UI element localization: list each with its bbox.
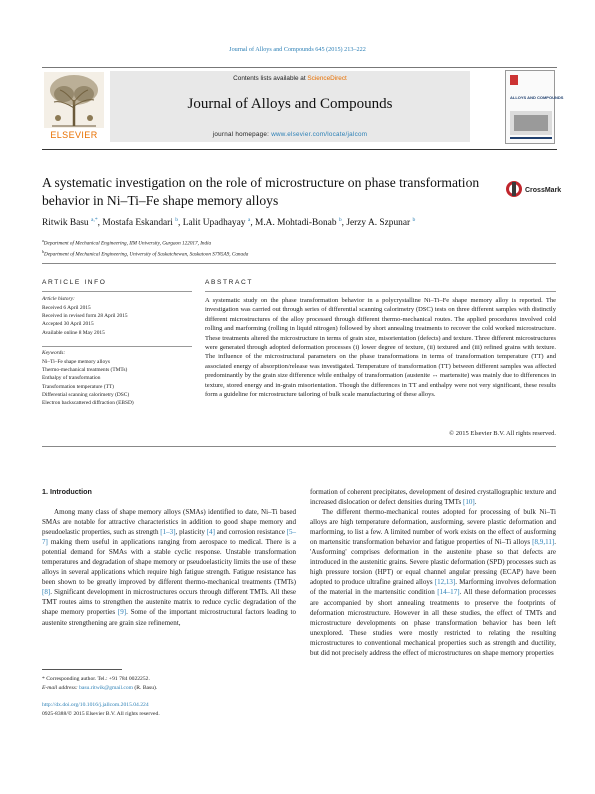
body-column-right	[310, 487, 556, 658]
journal-reference[interactable]: Journal of Alloys and Compounds 645 (2015) 213–222	[229, 46, 366, 53]
email-line: E-mail address: basu.ritwik@gmail.com (R. Basu).	[42, 685, 158, 692]
contents-prefix: Contents lists available at	[233, 75, 308, 82]
divider	[42, 446, 556, 447]
section-heading-introduction: 1. Introduction	[42, 487, 92, 496]
author-name: Mostafa Eskandari	[102, 218, 173, 229]
history-item: Available online 8 May 2015	[42, 329, 105, 336]
affiliations	[42, 237, 562, 259]
journal-masthead	[42, 67, 564, 150]
keyword: Differential scanning calorimetry (DSC)	[42, 391, 130, 398]
paragraph: formation of coherent precipitates, development of desired crystallographic texture and increased dislocation or defect densities during TMTs [10].	[310, 488, 556, 507]
affiliation-line: $^a$Department of Mechanical Engineering, IIM University, Gurgaon 122017, India	[42, 238, 212, 247]
divider	[42, 291, 192, 292]
article-history	[42, 304, 128, 337]
crossmark-badge[interactable]	[505, 180, 567, 198]
homepage-link[interactable]: www.elsevier.com/locate/jalcom	[271, 131, 368, 138]
contents-available-line	[110, 75, 470, 82]
author-name: Lalit Upadhayay	[182, 218, 246, 229]
keyword: Enthalpy of transformation	[42, 375, 101, 382]
history-heading: Article history:	[42, 296, 75, 302]
cover-title: ALLOYS AND COMPOUNDS	[510, 95, 564, 100]
citation-link[interactable]: [14–17]	[437, 588, 460, 597]
abstract-text: A systematic study on the phase transformation behavior in a polycrystalline Ni–Ti–Fe shape memory alloy is reported. The investigation was carried out through series of differential scanning calorimetry (DSC) tests on three different samples with distinctly different microstructures of the alloy processed through different thermo-mechanical routes. The applied procedures involved cold rolling and marforming (rolling in liquid nitrogen) followed by short annealing treatments to recover the cold worked microstructure. These treatments altered the microstructure in terms of grain size, misorientation (defects) and texture. Three different microstructures were generated through adopted deformation processes (i) lower degree of texture, (ii) textured and (iii) refined grains with texture. The influence of the microstructural parameters on the phase transformations in terms of transformation temperature (TT) and associated energy of absorption/release was investigated. Temperature of transformation (TT) between different samples was affected predominantly by the grain size difference while enthalpy of transformation (austenite ↔ martensite) was mainly due to differences in texture, stored energy and in-grain misorientation. Though the differences in TT and enthalpy were not very significant, these results form a guideline for microstructure tailoring of bulk scale manufacturing of these alloys.	[205, 297, 556, 399]
author-affiliation-marker[interactable]: b	[338, 217, 342, 223]
abstract-copyright: © 2015 Elsevier B.V. All rights reserved.	[449, 430, 556, 437]
divider	[42, 346, 192, 347]
crossmark-label: CrossMark	[525, 187, 562, 194]
journal-homepage-line	[110, 131, 470, 138]
sciencedirect-link[interactable]: ScienceDirect	[307, 75, 347, 82]
keyword-list	[42, 358, 134, 407]
footnote	[42, 675, 296, 693]
corresponding-author-note: * Corresponding author. Tel.: +91 784 0022252.	[42, 676, 150, 682]
author-name: Jerzy A. Szpunar	[346, 218, 411, 229]
author-name: Ritwik Basu	[42, 218, 89, 229]
article-info-heading: ARTICLE INFO	[42, 279, 107, 286]
citation-link[interactable]: [8,9,11]	[532, 538, 555, 547]
abstract-heading: ABSTRACT	[205, 279, 253, 286]
history-item: Received 6 April 2015	[42, 305, 91, 311]
citation-link[interactable]: [1–3]	[160, 528, 176, 537]
homepage-prefix: journal homepage:	[212, 131, 272, 138]
citation-link[interactable]: [5–7]	[42, 528, 297, 547]
citation-link[interactable]: [12,13]	[434, 578, 456, 587]
citation-link[interactable]: [4]	[206, 528, 215, 537]
author-name: M.A. Mohtadi-Bonab	[255, 218, 337, 229]
author-list: Ritwik Basu $^{a,*}$, Mostafa Eskandari $^b$, Lalit Upadhayay $^a$, M.A. Mohtadi-Bonab $^b$, Jerzy A. Szpunar $^b$	[42, 217, 416, 229]
body-column-left	[42, 507, 296, 628]
keyword: Electron backscattered diffraction (EBSD)	[42, 400, 134, 407]
doi-link[interactable]: http://dx.doi.org/10.1016/j.jallcom.2015.04.224	[42, 702, 149, 708]
keyword: Transformation temperature (TT)	[42, 383, 114, 390]
issn-copyright: 0925-8388/© 2015 Elsevier B.V. All rights reserved.	[42, 711, 160, 717]
keywords-heading: Keywords:	[42, 350, 66, 356]
keyword: Ni–Ti–Fe shape memory alloys	[42, 359, 110, 365]
citation-link[interactable]: [8]	[42, 588, 51, 597]
divider	[42, 263, 556, 264]
author-affiliation-marker[interactable]: a,*	[90, 217, 98, 223]
citation-link[interactable]: [9]	[117, 608, 127, 617]
history-item: Accepted 30 April 2015	[42, 321, 94, 328]
keyword: Thermo-mechanical treatments (TMTs)	[42, 367, 128, 374]
affiliation-line: $^b$Department of Mechanical Engineering, University of Saskatchewan, Saskatoon S7N5A9, Canada	[42, 249, 249, 258]
author-affiliation-marker[interactable]: a	[247, 217, 251, 223]
publisher-name: ELSEVIER	[50, 130, 98, 140]
divider	[205, 291, 556, 292]
journal-title[interactable]: Journal of Alloys and Compounds	[187, 96, 393, 112]
footnote-divider	[42, 669, 122, 670]
masthead-banner	[110, 71, 470, 142]
citation-link[interactable]: [10]	[463, 498, 475, 507]
article-title: A systematic investigation on the role of microstructure on phase transformation behavior in Ni–Ti–Fe shape memory alloys	[42, 175, 480, 208]
history-item: Received in revised form 28 April 2015	[42, 313, 128, 320]
paragraph: Among many class of shape memory alloys (SMAs) identified to date, Ni–Ti based SMAs are notable for attractive characteristics in addition to good shape memory and pseudoelastic properties, such as strength [1–3], plasticity [4] and corrosion resistance [5–7] making them useful in applications ranging from aerospace to medical. There is a potential demand for SMAs with a stable cyclic response. Unstable transformation temperatures and degradation of shape memory or pseudoelasticity limits the use of these alloys in several applications which require high fatigue strength. Fatigue resistance has been shown to be greatly improved by different thermo-mechanical treatments (TMTs) [8]. Significant development in microstructures occurs through different TMTs. All these TMT routes aims to strengthen the austenite matrix to reduce cyclic degradation of the shape memory properties [9]. Some of the important microstructural factors leading to austenite strengthening are grain size refinement,	[42, 508, 297, 627]
email-link[interactable]: basu.ritwik@gmail.com	[79, 685, 134, 692]
journal-cover-thumbnail[interactable]	[505, 70, 564, 144]
author-affiliation-marker[interactable]: b	[412, 217, 416, 223]
author-affiliation-marker[interactable]: b	[175, 217, 179, 223]
paragraph: The different thermo-mechanical routes adopted for processing of bulk Ni–Ti alloys are high temperature deformation, ausforming, severe plastic deformation and marforming, to list a few. A limited number of work exists on the effect of ausforming on martensitic transformation behavior and fatigue properties of Ni–Ti alloys [8,9,11]. 'Ausforming' comprises deformation in the austenite phase so that defects are introduced in the austenitic grains. Severe plastic deformation (SPD) processes such as high pressure torsion (HPT) or equal channel angular pressing (ECAP) have been adopted to produce ultrafine grained alloys [12,13]. Marforming involves deformation of the material in the martensitic condition [14–17]. All these deformation processes are accompanied by short annealing treatments to preserve the footprints of deformation microstructure. However in all these studies, the effect of TMTs and microstructure developments on phase transformation behavior has been left unexplored. These studies were mostly restricted to relating the resulting microstructures to conventional mechanical properties such as strength and ductility, but did not precisely address the effect of microstructures on shape memory properties	[310, 508, 557, 657]
